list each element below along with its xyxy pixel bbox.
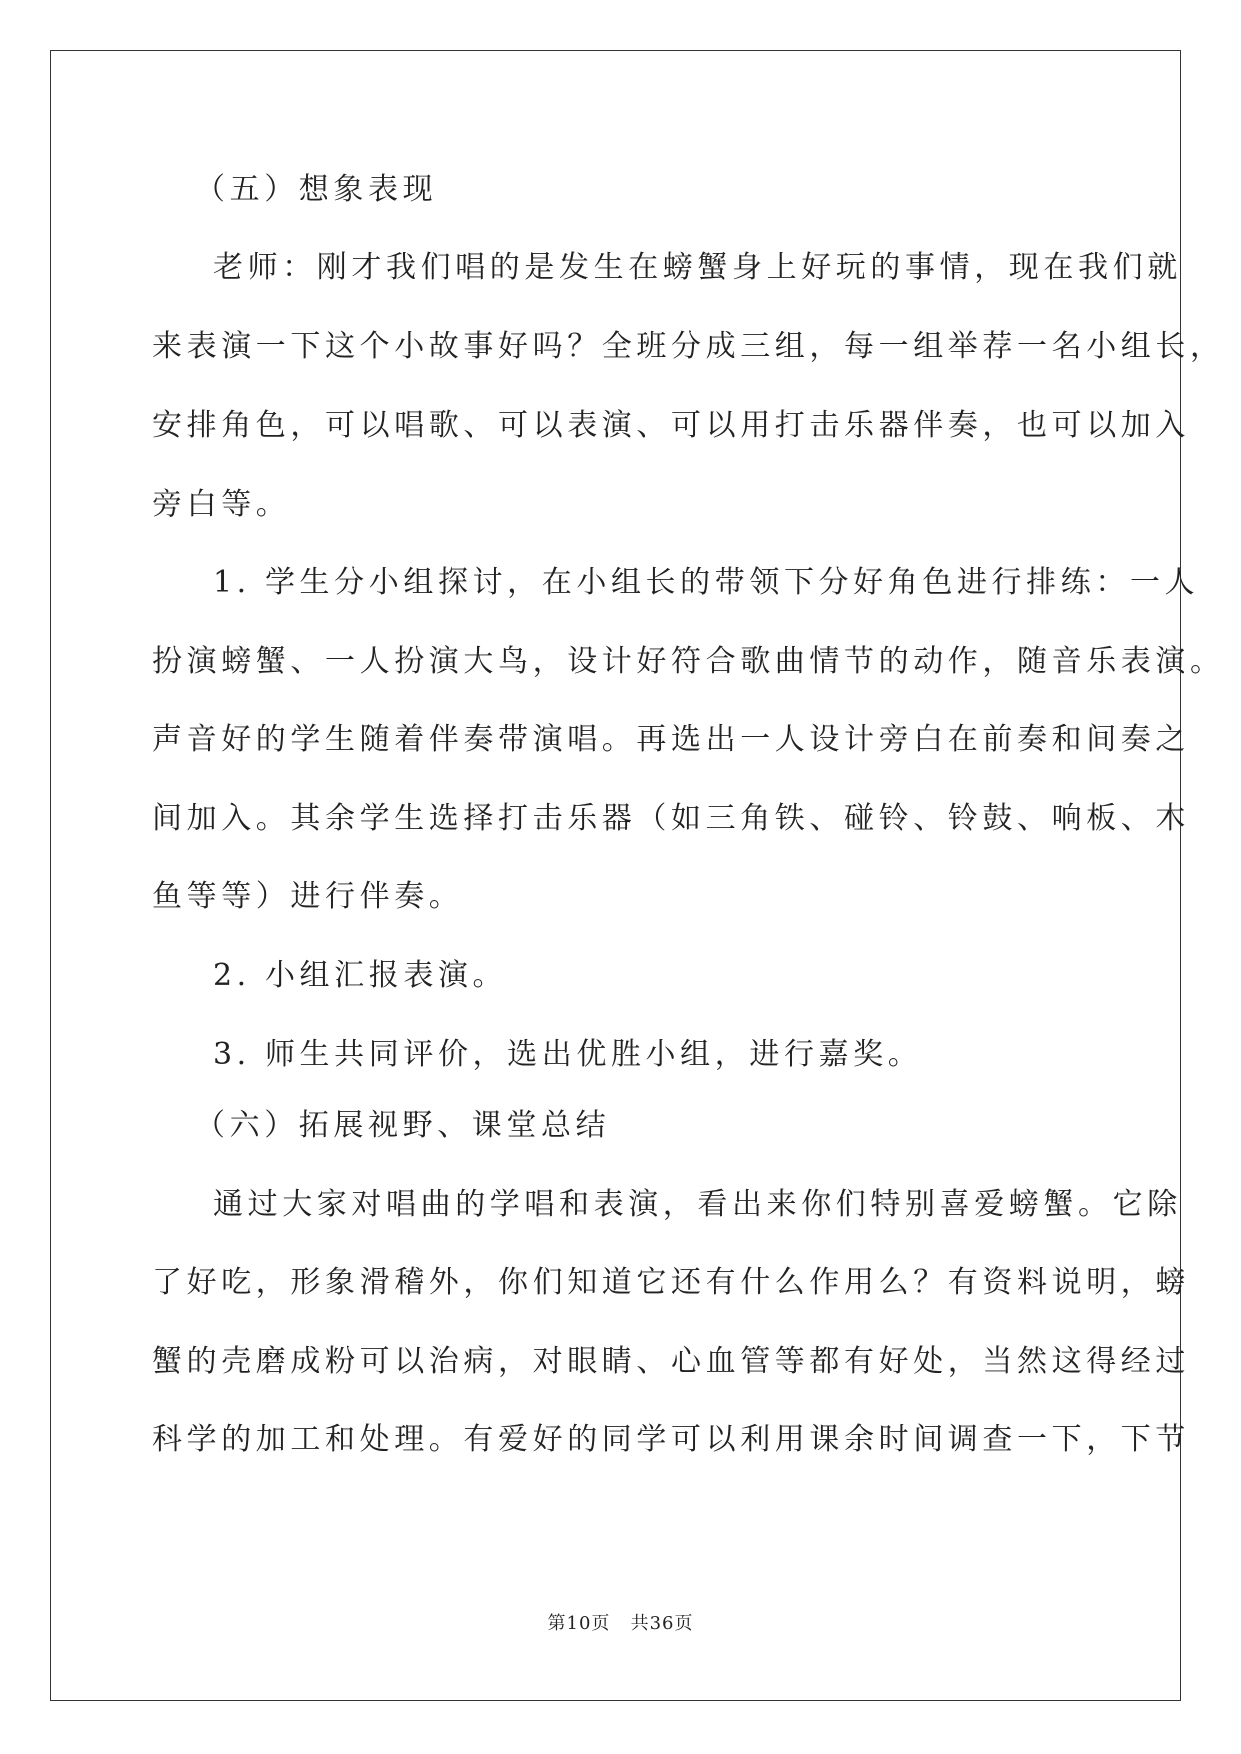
paragraph-line: 旁白等。 [152, 487, 291, 522]
list-item-3: 3. 师生共同评价，选出优胜小组，进行嘉奖。 [213, 1037, 923, 1072]
page-footer [0, 1612, 1241, 1636]
paragraph-line: 通过大家对唱曲的学唱和表演，看出来你们特别喜爱螃蟹。它除 [213, 1187, 1182, 1222]
paragraph-line: 间加入。其余学生选择打击乐器（如三角铁、碰铃、铃鼓、响板、木 [152, 801, 1190, 836]
paragraph-line: 了好吃，形象滑稽外，你们知道它还有什么作用么？有资料说明，螃 [152, 1265, 1190, 1300]
section-heading-6: （六）拓展视野、课堂总结 [195, 1108, 611, 1143]
paragraph-line: 扮演螃蟹、一人扮演大鸟，设计好符合歌曲情节的动作，随音乐表演。 [152, 644, 1225, 679]
paragraph-line: 来表演一下这个小故事好吗？全班分成三组，每一组举荐一名小组长， [152, 329, 1225, 364]
paragraph-line: 声音好的学生随着伴奏带演唱。再选出一人设计旁白在前奏和间奏之 [152, 722, 1190, 757]
total-pages: 共36页 [630, 1613, 694, 1634]
list-item-1: 1. 学生分小组探讨，在小组长的带领下分好角色进行排练：一人 [213, 565, 1200, 600]
list-item-2: 2. 小组汇报表演。 [213, 958, 508, 993]
section-heading-5: （五）想象表现 [195, 172, 438, 207]
paragraph-line: 科学的加工和处理。有爱好的同学可以利用课余时间调查一下，下节 [152, 1422, 1190, 1457]
paragraph-line: 鱼等等）进行伴奏。 [152, 879, 464, 914]
page-number: 第10页 [547, 1613, 611, 1634]
paragraph-line: 蟹的壳磨成粉可以治病，对眼睛、心血管等都有好处，当然这得经过 [152, 1344, 1190, 1379]
paragraph-line: 安排角色，可以唱歌、可以表演、可以用打击乐器伴奏，也可以加入 [152, 408, 1190, 443]
paragraph-line: 老师：刚才我们唱的是发生在螃蟹身上好玩的事情，现在我们就 [213, 250, 1182, 285]
